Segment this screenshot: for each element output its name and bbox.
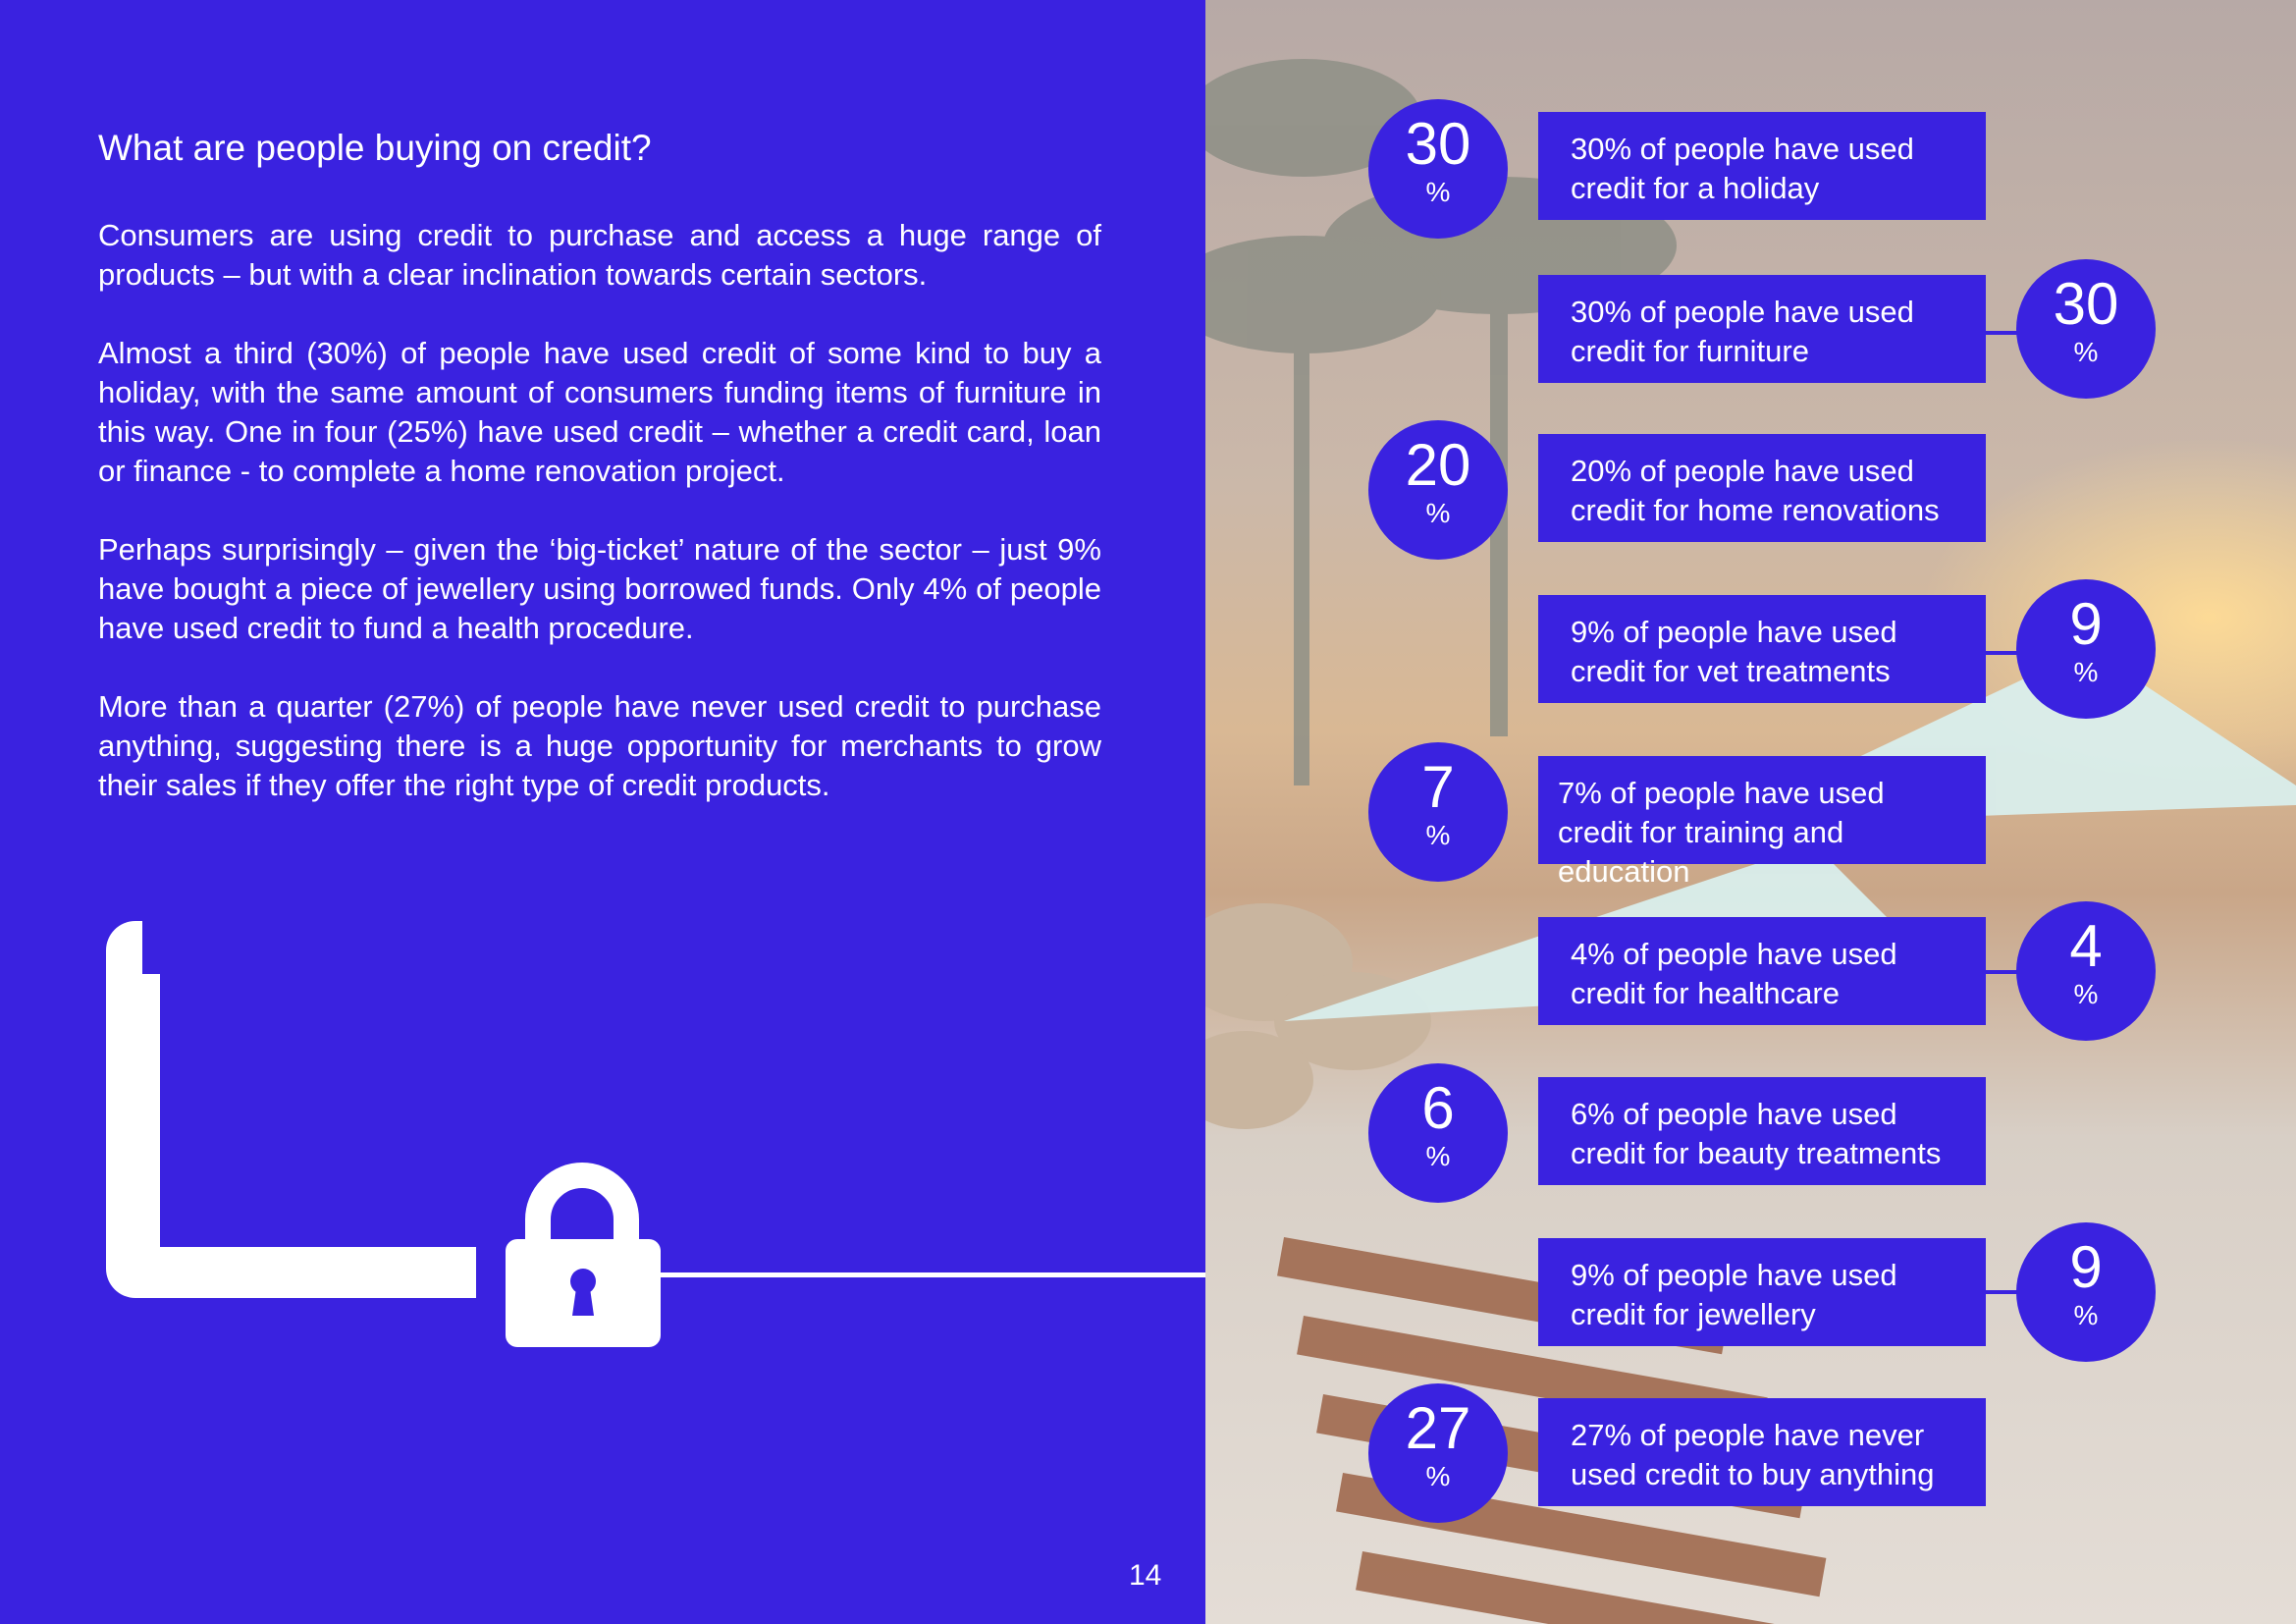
stat-label: 9% of people have used credit for vet treatments (1538, 595, 1986, 703)
stat-circle (2016, 901, 2156, 1041)
stat-circle (1368, 99, 1508, 239)
paragraph: Perhaps surprisingly – given the ‘big-ticket’ nature of the sector – just 9% have bought a piece of jewellery using borrowed funds. Only 4% of people have used credit to fund a health procedure. (98, 532, 1101, 645)
paragraph: Almost a third (30%) of people have used credit of some kind to buy a holiday, with the same amount of consumers funding items of furniture in this way. One in four (25%) have used credit – whether a credit card, loan or finance - to complete a home renovation project. (98, 336, 1101, 488)
stat-circle (1368, 420, 1508, 560)
stat-label: 27% of people have never used credit to buy anything (1538, 1398, 1986, 1506)
page-title: What are people buying on credit? (98, 128, 652, 168)
stat-value: 20 (1405, 432, 1471, 498)
connector-line (660, 1272, 1205, 1277)
stat-unit: % (2073, 1300, 2099, 1330)
stat-circle (1368, 742, 1508, 882)
stat-value: 4 (2069, 913, 2103, 979)
stat-label: 30% of people have used credit for a holiday (1538, 112, 1986, 220)
paragraph: More than a quarter (27%) of people have never used credit to purchase anything, suggesting there is a huge opportunity for merchants to grow their sales if they offer the right type of credit products. (98, 689, 1101, 802)
stat-circle (2016, 579, 2156, 719)
stat-unit: % (1425, 1141, 1451, 1171)
stat-value: 7 (1421, 754, 1455, 820)
stat-label: 9% of people have used credit for jewellery (1538, 1238, 1986, 1346)
stat-label: 20% of people have used credit for home renovations (1538, 434, 1986, 542)
stat-label: 6% of people have used credit for beauty treatments (1538, 1077, 1986, 1185)
padlock-icon (506, 1175, 661, 1347)
stat-label: 7% of people have used credit for training and education (1538, 756, 1986, 864)
stat-circle (1368, 1063, 1508, 1203)
stat-value: 9 (2069, 1234, 2103, 1300)
stat-value: 6 (1421, 1075, 1455, 1141)
background-photo (1205, 0, 2296, 1624)
stat-unit: % (1425, 820, 1451, 850)
stat-value: 27 (1405, 1395, 1471, 1461)
stat-circle (2016, 259, 2156, 399)
stat-unit: % (1425, 498, 1451, 528)
stat-unit: % (1425, 1461, 1451, 1491)
paragraph: Consumers are using credit to purchase and access a huge range of products – but with a clear inclination towards certain sectors. (98, 218, 1101, 292)
stat-value: 9 (2069, 591, 2103, 657)
stat-circle (2016, 1222, 2156, 1362)
stat-value: 30 (2053, 271, 2119, 337)
stat-label: 30% of people have used credit for furniture (1538, 275, 1986, 383)
stat-label: 4% of people have used credit for healthcare (1538, 917, 1986, 1025)
stat-unit: % (2073, 657, 2099, 687)
stat-circle (1368, 1383, 1508, 1523)
stat-unit: % (1425, 177, 1451, 207)
page-number: 14 (1129, 1559, 1162, 1592)
stat-unit: % (2073, 337, 2099, 367)
stat-unit: % (2073, 979, 2099, 1009)
stat-value: 30 (1405, 111, 1471, 177)
